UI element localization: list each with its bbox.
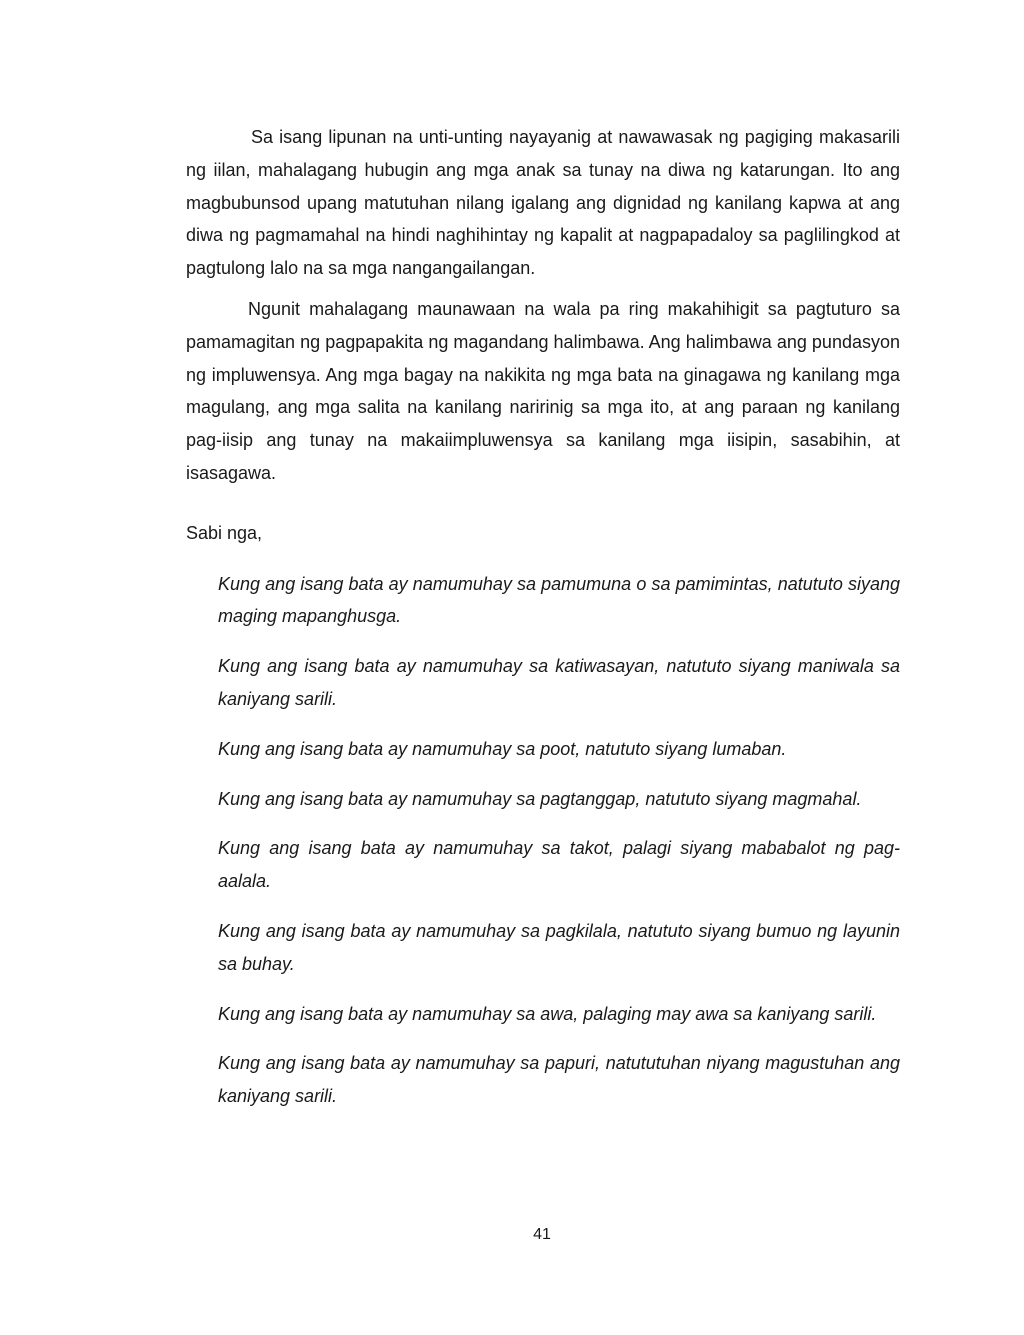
page-number: 41 — [533, 1226, 551, 1243]
body-paragraph: Sa isang lipunan na unti-unting nayayanig at nawawasak ng pagiging makasarili ng iilan, mahalagang hubugin ang mga anak sa tunay na diwa ng katarungan. Ito ang magbubunsod upang matutuhan nilang igalang ang dignidad ng kanilang kapwa at ang diwa ng pagmamahal na hindi naghihintay ng kapalit at nagpapadaloy sa paglilingkod at pagtulong lalo na sa mga nangangailangan. — [186, 127, 900, 279]
verse-item: Kung ang isang bata ay namumuhay sa pagtanggap, natututo siyang magmahal. — [218, 788, 862, 809]
verse-item: Kung ang isang bata ay namumuhay sa takot, palagi siyang mababalot ng pag-aalala. — [218, 838, 900, 892]
verse-item: Kung ang isang bata ay namumuhay sa poot, natututo siyang lumaban. — [218, 738, 787, 759]
verse-item: Kung ang isang bata ay namumuhay sa awa, palaging may awa sa kaniyang sarili. — [218, 1003, 877, 1024]
verse-item: Kung ang isang bata ay namumuhay sa pagkilala, natututo siyang bumuo ng layunin sa buhay. — [218, 920, 900, 974]
verse-item: Kung ang isang bata ay namumuhay sa pamumuna o sa pamimintas, natututo siyang maging mapanghusga. — [218, 573, 900, 627]
verse-list — [218, 568, 900, 1113]
body-paragraph: Ngunit mahalagang maunawaan na wala pa ring makahihigit sa pagtuturo sa pamamagitan ng pagpapakita ng magandang halimbawa. Ang halimbawa ang pundasyon ng impluwensya. Ang mga bagay na nakikita ng mga bata na ginagawa ng kanilang mga magulang, ang mga salita na kanilang naririnig sa mga ito, at ang paraan ng kanilang pag-iisip ang tunay na makaiimpluwensya sa kanilang mga iisipin, sasabihin, at isasagawa. — [186, 298, 900, 483]
quote-intro: Sabi nga, — [186, 522, 263, 543]
verse-item: Kung ang isang bata ay namumuhay sa papuri, natututuhan niyang magustuhan ang kaniyang sarili. — [218, 1053, 900, 1107]
page-content — [186, 121, 900, 1130]
verse-item: Kung ang isang bata ay namumuhay sa katiwasayan, natututo siyang maniwala sa kaniyang sarili. — [218, 656, 900, 709]
